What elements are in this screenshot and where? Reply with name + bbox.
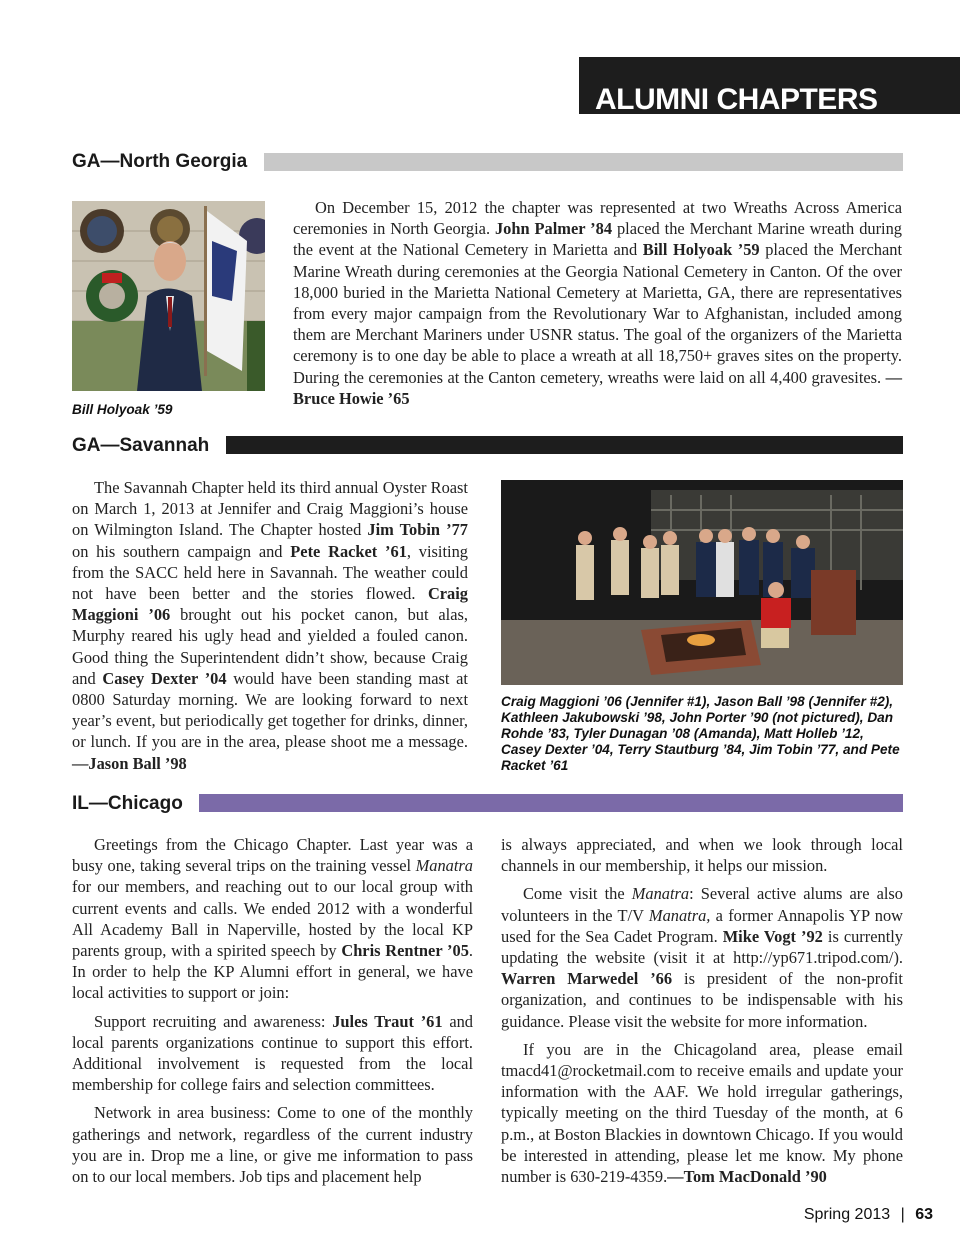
text-run: on his southern campaign and xyxy=(72,541,291,561)
vessel-name: Manatra xyxy=(415,856,473,876)
paragraph xyxy=(72,1102,473,1186)
issue-label: Spring 2013 xyxy=(803,1206,891,1223)
member-name: Jules Traut ’61 xyxy=(332,1011,443,1031)
text-run: is president of the non-profit organization, and continues to be indispensable with his guidance. Please visit the website for more information. xyxy=(501,969,903,1031)
article-chicago-col2 xyxy=(501,834,903,1187)
paragraph xyxy=(501,883,903,1031)
text-run: and local parents organizations continue to support this effort. Additional involvement is requested from the local membership for college fairs and selection committees. xyxy=(72,1011,473,1095)
text-run: , visiting from the SACC held here in Savannah. The weather could not have been better and the stories flowed. xyxy=(72,541,468,604)
member-name: Casey Dexter ’04 xyxy=(102,668,227,688)
text-run: The Savannah Chapter held its third annual Oyster Roast on March 1, 2013 at Jennifer and Craig Maggioni’s house on Wilmington Island. The Chapter hosted xyxy=(72,478,468,540)
text-run: is currently updating the website (visit it at http://yp671.tripod.com/). xyxy=(501,926,903,968)
footer-separator: | xyxy=(900,1206,905,1223)
vessel-name: Manatra, xyxy=(648,905,711,925)
article-chicago-col1 xyxy=(72,834,473,1186)
author-signature: —Tom MacDonald ’90 xyxy=(667,1167,827,1187)
paragraph xyxy=(293,197,902,409)
photo-savannah-oyster-roast xyxy=(501,480,903,685)
section-banner xyxy=(579,57,960,114)
text-run: placed the Merchant Marine wreath during the event at the National Cemetery in Marietta and xyxy=(293,219,902,260)
text-run: for our members, and reaching out to our local group with current events and calls. We ended 2012 with a wonderful All Academy Ball in Naperville, hosted by the local KP parents group, with a spirited speech by xyxy=(72,877,473,961)
member-name: Jim Tobin ’77 xyxy=(367,520,468,540)
vessel-name: Manatra xyxy=(631,884,690,904)
page-footer xyxy=(804,1206,933,1224)
member-name: Mike Vogt ’92 xyxy=(722,926,823,946)
section-rule-ga-north xyxy=(264,153,903,171)
text-run: would have been standing mast at 0800 Saturday morning. We are looking forward to next year’s event, but periodically get together for drinks, dinner, or lunch. If you are in the area, please shoot me a message. xyxy=(72,668,468,752)
section-rule-chicago xyxy=(199,794,903,812)
text-run: If you are in the Chicagoland area, please email tmacd41@rocketmail.com to receive emails and update your information with the AAF. We hold irregular gatherings, typically meeting on the third Tuesday of the month, at 6 p.m., at Boston Blackies in downtown Chicago. If you would be interested in attending, please let me know. My phone number is 630-219-4359. xyxy=(501,1039,903,1187)
text-run: : Several active alums are also volunteers in the T/V xyxy=(501,884,903,925)
member-name: Pete Racket ’61 xyxy=(290,541,407,561)
author-signature: —Jason Ball ’98 xyxy=(72,753,187,773)
text-run: brought out his pocket canon, but alas, Murphy reared his ugly head and yielded a fouled canon. Good thing the Superintendent didn’t show, because Craig and xyxy=(72,605,468,688)
text-run: Come visit the xyxy=(523,884,632,904)
member-name: Craig Maggioni ’06 xyxy=(72,584,468,625)
paragraph xyxy=(72,1011,473,1096)
paragraph xyxy=(72,477,468,774)
text-run: Support recruiting and awareness: xyxy=(94,1011,333,1031)
author-signature: —Bruce Howie ’65 xyxy=(293,367,902,408)
article-ga-savannah xyxy=(72,477,468,774)
member-name: Chris Rentner ’05 xyxy=(341,941,469,961)
text-run: Greetings from the Chicago Chapter. Last year was a busy one, taking several trips on the training vessel xyxy=(72,835,473,876)
member-name: Bill Holyoak ’59 xyxy=(642,240,760,260)
paragraph-continued: is always appreciated, and when we look through local channels in our membership, it helps our mission. xyxy=(501,835,903,876)
page-number: 63 xyxy=(915,1206,933,1223)
text-run: On December 15, 2012 the chapter was represented at two Wreaths Across America ceremonies in North Georgia. xyxy=(293,198,902,239)
text-run: . In order to help the KP Alumni effort in general, we have local activities to support or join: xyxy=(72,941,473,1003)
paragraph xyxy=(72,834,473,1004)
member-name: John Palmer ’84 xyxy=(494,219,613,239)
photo-caption-ga-north: Bill Holyoak ’59 xyxy=(72,402,173,417)
photo-bill-holyoak xyxy=(72,201,265,391)
section-title-il-chicago: IL—Chicago xyxy=(72,793,183,814)
text-run: a former Annapolis YP now used for the Sea Cadet Program. xyxy=(501,905,904,946)
section-rule-ga-savannah xyxy=(226,436,903,454)
text-run: Network in area business: Come to one of the monthly gatherings and network, regardless of the current industry you are in. Drop me a line, or give me information to pass on to our local members. Job tips and placement help xyxy=(72,1103,473,1187)
article-ga-north-georgia xyxy=(293,197,902,409)
paragraph xyxy=(501,1039,903,1187)
text-run: placed the Merchant Marine Wreath during ceremonies at the Georgia National Cemetery in Canton. Of the over 18,000 buried in the Marietta National Cemetery at Marietta, GA, there are representatives from every major campaign from the Revolutionary War to Afghanistan, included among them are Merchant Mariners under USNR status. The goal of the organizers of the Marietta ceremony is to one day be able to place a wreath at all 18,750+ graves sites on the property. During the ceremonies at the Canton cemetery, wreaths were laid on all 4,400 gravesites. xyxy=(293,240,902,387)
section-title-ga-north-georgia: GA—North Georgia xyxy=(72,151,248,172)
banner-title: ALUMNI CHAPTERS xyxy=(595,83,878,116)
photo-caption-savannah: Craig Maggioni ’06 (Jennifer #1), Jason Ball ’98 (Jennifer #2), Kathleen Jakubowski ’98, John Porter ’90 (not pictured), Dan Rohde ’83, Tyler Dunagan ’08 (Amanda), Matt Holleb ’12, Casey Dexter ’04, Terry Stautburg ’84, Jim Tobin ’77, and Pete Racket ’61 xyxy=(501,694,900,773)
section-title-ga-savannah: GA—Savannah xyxy=(72,435,210,456)
member-name: Warren Marwedel ’66 xyxy=(501,969,673,989)
